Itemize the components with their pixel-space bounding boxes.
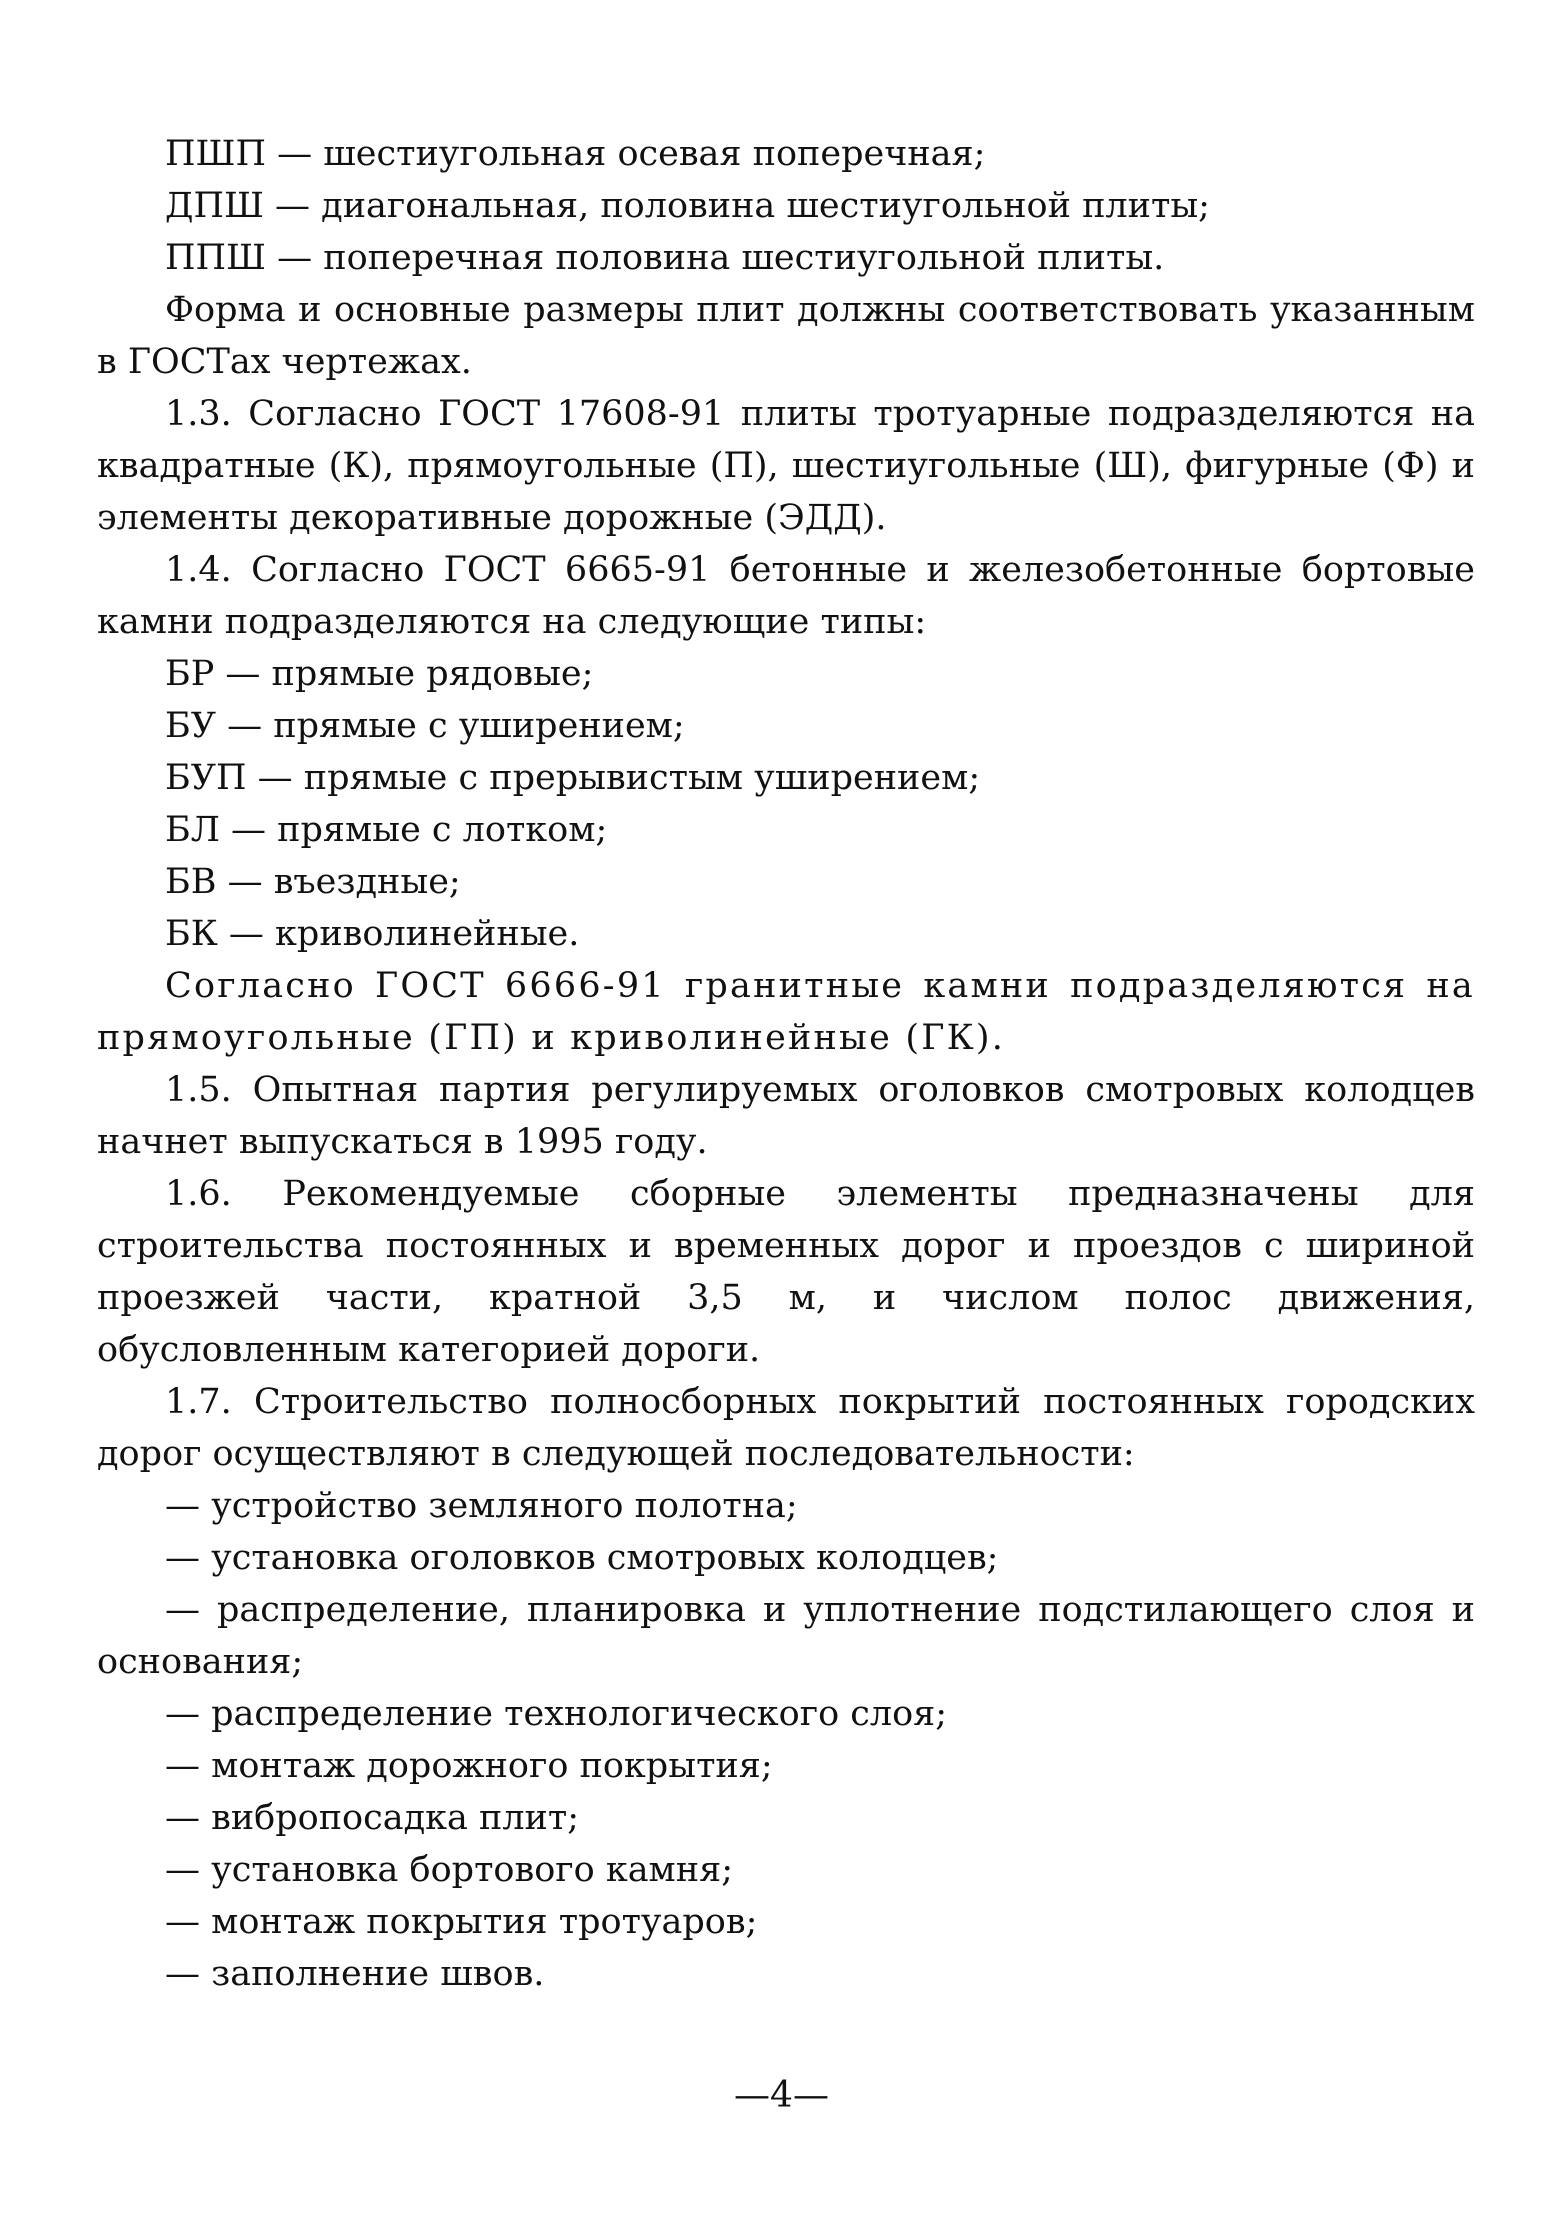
sequence-steps-list <box>97 1480 1475 2000</box>
granite-paragraph: Согласно ГОСТ 6666-91 гранитные камни подразделяются на прямоугольные (ГП) и криволинейные (ГК). <box>97 966 1475 1058</box>
section-1-7-paragraph: 1.7. Строительство полносборных покрытий постоянных городских дорог осуществляют в следующей последовательности: <box>97 1382 1475 1474</box>
list-item: — устройство земляного полотна; <box>165 1486 798 1526</box>
abbreviation-line: ДПШ — диагональная, половина шестиугольной плиты; <box>165 186 1210 226</box>
curb-types-list <box>97 648 1475 960</box>
abbreviation-line: ПШП — шестиугольная осевая поперечная; <box>165 134 986 174</box>
list-item: БК — криволинейные. <box>165 914 580 954</box>
list-item: — распределение технологического слоя; <box>165 1694 948 1734</box>
list-item: — монтаж покрытия тротуаров; <box>165 1902 758 1942</box>
list-item: БЛ — прямые с лотком; <box>165 810 608 850</box>
list-item: БУП — прямые с прерывистым уширением; <box>165 758 981 798</box>
list-item: — монтаж дорожного покрытия; <box>165 1746 773 1786</box>
abbreviation-line: ППШ — поперечная половина шестиугольной плиты. <box>165 238 1165 278</box>
section-1-5-paragraph: 1.5. Опытная партия регулируемых оголовков смотровых колодцев начнет выпускаться в 1995 году. <box>97 1070 1475 1162</box>
form-paragraph: Форма и основные размеры плит должны соответствовать указанным в ГОСТах чертежах. <box>97 290 1475 382</box>
list-item: — установка бортового камня; <box>165 1850 733 1890</box>
list-item: — распределение, планировка и уплотнение подстилающего слоя и основания; <box>97 1590 1475 1682</box>
section-1-4-paragraph: 1.4. Согласно ГОСТ 6665-91 бетонные и железобетонные бортовые камни подразделяются на следующие типы: <box>97 550 1475 642</box>
page-number: —4— <box>734 2075 829 2116</box>
list-item: — вибропосадка плит; <box>165 1798 580 1838</box>
section-1-3-paragraph: 1.3. Согласно ГОСТ 17608-91 плиты тротуарные подразделяются на квадратные (К), прямоугольные (П), шестиугольные (Ш), фигурные (Ф) и элементы декоративные дорожные (ЭДД). <box>97 394 1475 538</box>
list-item: — заполнение швов. <box>165 1954 545 1994</box>
list-item: БР — прямые рядовые; <box>165 654 594 694</box>
page-body <box>97 128 1475 2000</box>
list-item: БВ — въездные; <box>165 862 461 902</box>
list-item: — установка оголовков смотровых колодцев; <box>165 1538 999 1578</box>
list-item: БУ — прямые с уширением; <box>165 706 685 746</box>
section-1-6-paragraph: 1.6. Рекомендуемые сборные элементы предназначены для строительства постоянных и временных дорог и проездов с шириной проезжей части, кратной 3,5 м, и числом полос движения, обусловленным категорией дороги. <box>97 1174 1475 1370</box>
